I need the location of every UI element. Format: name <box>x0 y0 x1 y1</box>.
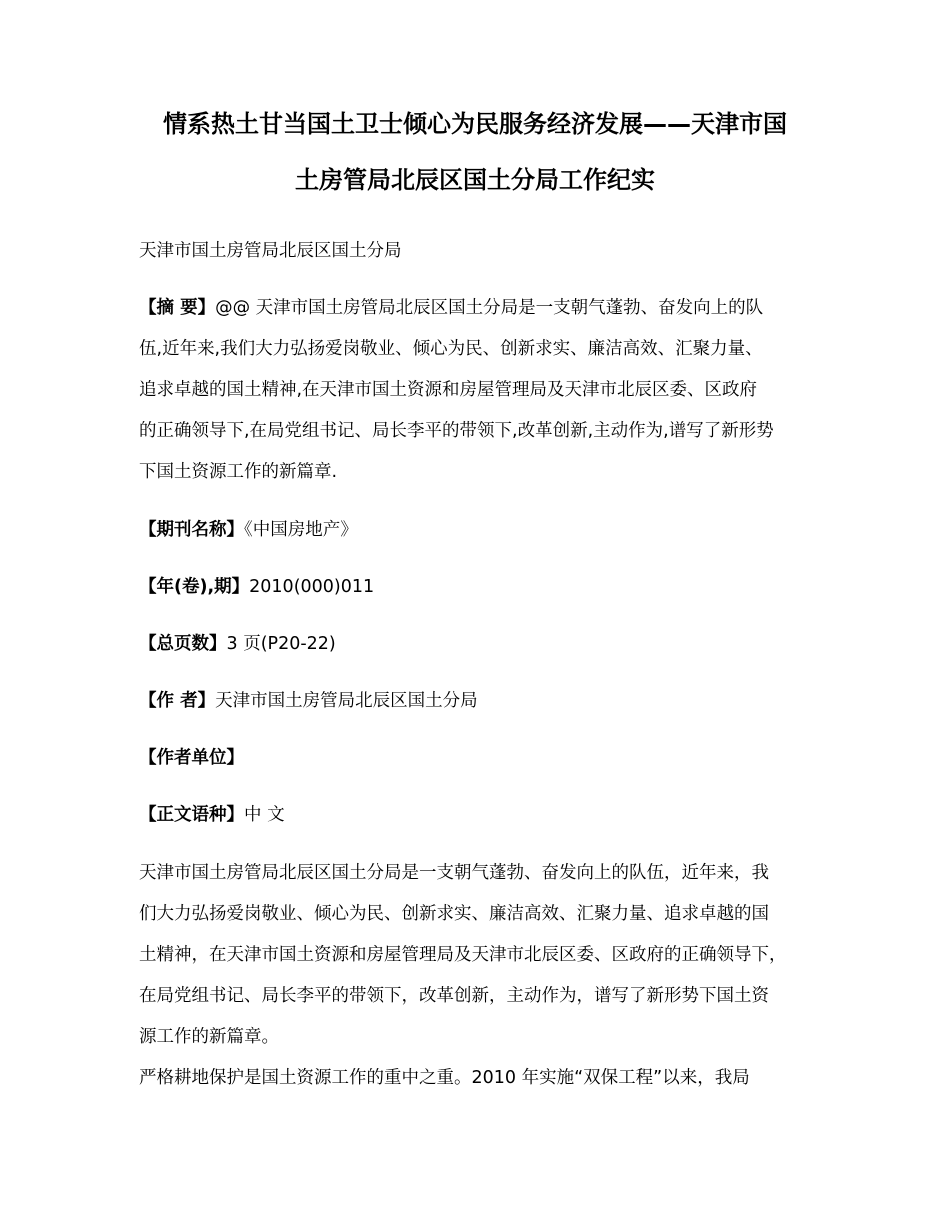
pages-label: 【总页数】 <box>139 634 227 654</box>
abstract-line-5: 下国土资源工作的新篇章. <box>139 462 338 482</box>
issue-value: 2010(000)011 <box>249 577 375 597</box>
author-line: 天津市国土房管局北辰区国土分局 <box>139 241 402 261</box>
language-field <box>139 803 285 827</box>
pages-field <box>139 632 336 656</box>
body-p1-line-1: 天津市国土房管局北辰区国土分局是一支朝气蓬勃、奋发向上的队伍，近年来，我 <box>139 863 769 883</box>
abstract-line-1 <box>139 296 763 320</box>
author-value: 天津市国土房管局北辰区国土分局 <box>215 691 478 711</box>
pages-value: 3 页(P20-22) <box>226 634 336 654</box>
body-p1-line-5: 源工作的新篇章。 <box>139 1027 279 1047</box>
title-line-1: 情系热土甘当国土卫士倾心为民服务经济发展——天津市国 <box>163 110 787 138</box>
abstract-line-3: 追求卓越的国土精神,在天津市国土资源和房屋管理局及天津市北辰区委、区政府 <box>139 380 758 400</box>
document-title <box>110 96 840 208</box>
title-line-2: 土房管局北辰区国土分局工作纪实 <box>295 166 655 194</box>
issue-field <box>139 575 374 599</box>
abstract-line-4: 的正确领导下,在局党组书记、局长李平的带领下,改革创新,主动作为,谱写了新形势 <box>139 421 774 441</box>
journal-label: 【期刊名称】 <box>139 520 244 540</box>
body-p2-line-1: 严格耕地保护是国土资源工作的重中之重。2010 年实施“双保工程”以来，我局 <box>139 1068 750 1088</box>
abstract-label: 【摘 要】 <box>139 298 216 318</box>
journal-value: 《中国房地产》 <box>244 520 358 540</box>
language-label: 【正文语种】 <box>139 805 244 825</box>
abstract-text: @@ 天津市国土房管局北辰区国土分局是一支朝气蓬勃、奋发向上的队 <box>215 298 764 318</box>
author-field <box>139 689 478 713</box>
language-value: 中 文 <box>244 805 285 825</box>
journal-field <box>139 518 358 542</box>
issue-label: 【年(卷),期】 <box>139 577 250 597</box>
body-p1-line-4: 在局党组书记、局长李平的带领下，改革创新，主动作为，谱写了新形势下国土资 <box>139 986 769 1006</box>
body-p1-line-3: 土精神，在天津市国土资源和房屋管理局及天津市北辰区委、区政府的正确领导下， <box>139 945 787 965</box>
author-label: 【作 者】 <box>139 691 216 711</box>
body-p1-line-2: 们大力弘扬爱岗敬业、倾心为民、创新求实、廉洁高效、汇聚力量、追求卓越的国 <box>139 904 769 924</box>
affiliation-label: 【作者单位】 <box>139 748 244 768</box>
affiliation-field <box>139 746 244 770</box>
abstract-line-2: 伍,近年来,我们大力弘扬爱岗敬业、倾心为民、创新求实、廉洁高效、汇聚力量、 <box>139 339 763 359</box>
